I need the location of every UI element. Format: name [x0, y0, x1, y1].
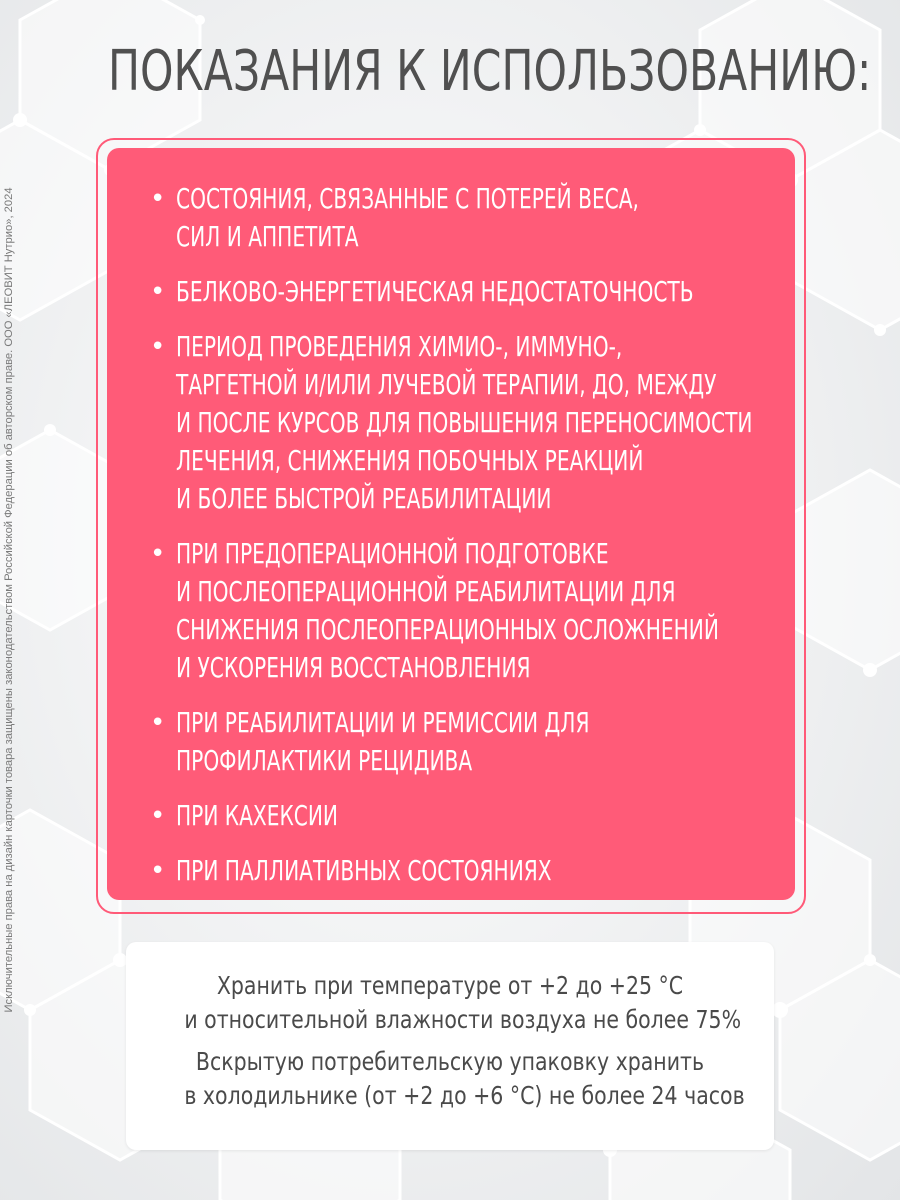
list-item	[150, 797, 790, 835]
indication-text	[176, 180, 639, 256]
page-title: ПОКАЗАНИЯ К ИСПОЛЬЗОВАНИЮ:	[108, 39, 872, 104]
storage-line: Хранить при температуре от +2 до +25 °C	[216, 971, 684, 1000]
indications-list	[150, 180, 790, 907]
indication-line: И БОЛЕЕ БЫСТРОЙ РЕАБИЛИТАЦИИ	[176, 482, 552, 515]
bullet-icon: •	[150, 277, 166, 307]
indication-line: ПРИ ПРЕДОПЕРАЦИОННОЙ ПОДГОТОВКЕ	[176, 537, 609, 570]
bullet-icon: •	[150, 332, 166, 362]
bullet-icon: •	[150, 184, 166, 214]
bullet-icon: •	[150, 856, 166, 886]
indication-text	[176, 704, 618, 780]
indication-line: БЕЛКОВО-ЭНЕРГЕТИЧЕСКАЯ НЕДОСТАТОЧНОСТЬ	[176, 275, 694, 308]
list-item	[150, 704, 790, 780]
indication-text	[176, 797, 618, 835]
bullet-icon: •	[150, 708, 166, 738]
indication-line: ЛЕЧЕНИЯ, СНИЖЕНИЯ ПОБОЧНЫХ РЕАКЦИЙ	[176, 444, 644, 477]
indication-line: ТАРГЕТНОЙ И/ИЛИ ЛУЧЕВОЙ ТЕРАПИИ, ДО, МЕЖДУ	[176, 368, 717, 401]
indication-line: И УСКОРЕНИЯ ВОССТАНОВЛЕНИЯ	[176, 651, 531, 684]
copyright-text: Исключительные права на дизайн карточки товара защищены законодательством Российской Федерации об авторском праве. ООО «ЛЕОВИТ Нутрио», 2024	[3, 187, 15, 1013]
indication-line: СНИЖЕНИЯ ПОСЛЕОПЕРАЦИОННЫХ ОСЛОЖНЕНИЙ	[176, 613, 719, 646]
indication-line: ПЕРИОД ПРОВЕДЕНИЯ ХИМИО-, ИММУНО-,	[176, 330, 623, 363]
indication-text	[176, 535, 719, 687]
indication-line: И ПОСЛЕОПЕРАЦИОННОЙ РЕАБИЛИТАЦИИ ДЛЯ	[176, 575, 676, 608]
indication-text	[176, 852, 618, 890]
indication-line: ПРИ КАХЕКСИИ	[176, 799, 339, 832]
list-item	[150, 328, 790, 518]
bullet-icon: •	[150, 539, 166, 569]
storage-conditions-card	[126, 942, 774, 1150]
list-item	[150, 852, 790, 890]
storage-conditions-text	[126, 969, 774, 1037]
indication-line: ПРОФИЛАКТИКИ РЕЦИДИВА	[176, 744, 473, 777]
list-item	[150, 535, 790, 687]
storage-line: Вскрытую потребительскую упаковку хранить	[195, 1047, 705, 1076]
indication-line: ПРИ ПАЛЛИАТИВНЫХ СОСТОЯНИЯХ	[176, 854, 552, 887]
opened-package-storage-text	[126, 1045, 774, 1113]
indication-line: СИЛ И АППЕТИТА	[176, 220, 359, 253]
indication-line: ПРИ РЕАБИЛИТАЦИИ И РЕМИССИИ ДЛЯ	[176, 706, 590, 739]
list-item	[150, 180, 790, 256]
indication-line: СОСТОЯНИЯ, СВЯЗАННЫЕ С ПОТЕРЕЙ ВЕСА,	[176, 182, 639, 215]
copyright-notice	[0, 160, 18, 1040]
indication-text	[176, 328, 752, 518]
bullet-icon: •	[150, 801, 166, 831]
indication-text	[176, 273, 694, 311]
list-item	[150, 273, 790, 311]
storage-line: и относительной влажности воздуха не более 75%	[184, 1005, 742, 1034]
storage-line: в холодильнике (от +2 до +6 °C) не более 24 часов	[184, 1081, 745, 1110]
indication-line: И ПОСЛЕ КУРСОВ ДЛЯ ПОВЫШЕНИЯ ПЕРЕНОСИМОСТИ	[176, 406, 753, 439]
